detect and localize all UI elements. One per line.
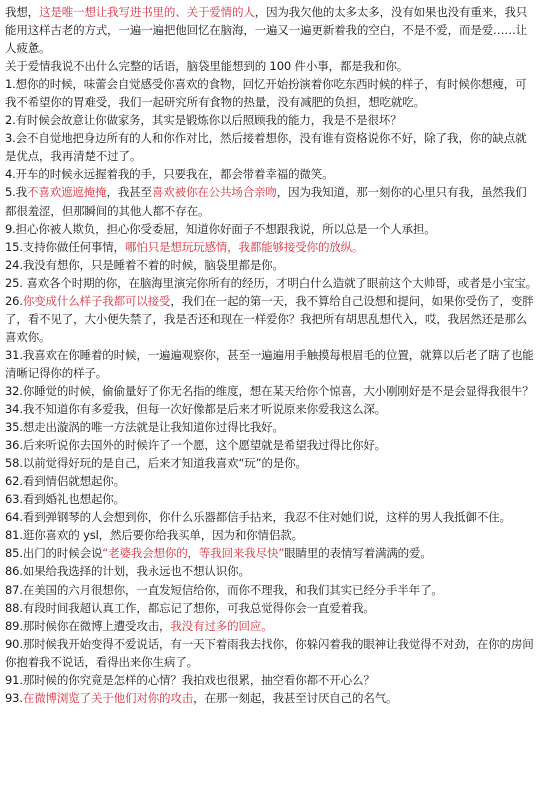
body-text: 都很羞涩，但那瞬间的其他人都不存在。: [5, 203, 210, 218]
body-text: 81.逛你喜欢的 ysl，然后要你给我买单，因为和你情侣款。: [5, 528, 303, 543]
body-text: 能用这样古老的方式，一遍一遍把他回忆在脑海，一遍又一遍更新着我的空白，不是不爱，而是爱……让: [5, 23, 528, 38]
text-line: [5, 202, 546, 220]
text-line: [5, 562, 546, 580]
text-line: [5, 346, 546, 364]
text-line: [5, 544, 546, 562]
text-line: [5, 165, 546, 183]
highlighted-text: 这是唯一想让我写进书里的、关于爱情的人: [39, 5, 255, 19]
paragraph-item-2: [5, 111, 546, 129]
highlighted-text: 哪怕只是想玩玩感情，我都能够接受你的放纵。: [125, 239, 364, 254]
text-line: [5, 490, 546, 508]
paragraph-item-89: [5, 617, 546, 635]
body-text: 关于爱情我说不出什么完整的话语，脑袋里能想到的 100 件小事，都是我和你。: [5, 59, 409, 74]
paragraph-item-5: [5, 183, 546, 219]
highlighted-text: 喜欢被你在公共场合亲吻: [151, 185, 277, 200]
body-text: 15.支持你做任何事情，: [5, 239, 125, 254]
body-text: 34.我不知道你有多爱我，但每一次好像都是后来才听说原来你爱我这么深。: [5, 402, 387, 417]
body-text: 31.我喜欢在你睡着的时候，一遍遍观察你，甚至一遍遍用手触摸每根眉毛的位置，就算以后老了瞎了也能: [5, 347, 534, 362]
paragraph-item-32: [5, 382, 546, 400]
paragraph-item-58: [5, 454, 546, 472]
text-line: [5, 21, 546, 39]
text-line: [5, 129, 546, 147]
paragraph-intro: [5, 3, 546, 57]
body-text: 88.有段时间我超认真工作，都忘记了想你，可我总觉得你会一直爱着我。: [5, 600, 375, 615]
body-text: 2.有时候会故意让你做家务，其实是锻炼你以后照顾我的能力，我是不是很坏？: [5, 113, 402, 128]
paragraph-item-64: [5, 508, 546, 526]
highlighted-text: 我没有过多的回应。: [170, 618, 273, 633]
text-line: [5, 599, 546, 617]
body-text: 人疲惫。: [5, 41, 51, 56]
body-text: 90.那时候我开始变得不爱说话，有一天下着雨我去找你，你躲闪着我的眼神让我觉得不对劲，在你的房间: [5, 636, 534, 651]
body-text: 35.想走出漩涡的唯一方法就是让我知道你过得比我好。: [5, 420, 284, 435]
body-text: 87.在美国的六月很想你，一直发短信给你，而你不理我，和我们其实已经分手半年了。: [5, 582, 443, 597]
body-text: 3.会不自觉地把身边所有的人和你作对比，然后接着想你，没有谁有资格说你不好，除了我，你的缺点就: [5, 131, 527, 146]
text-line: [5, 653, 546, 671]
text-line: [5, 328, 546, 346]
paragraph-item-36: [5, 436, 546, 454]
text-line: [5, 382, 546, 400]
body-text: 5.我: [5, 185, 28, 200]
text-line: [5, 508, 546, 526]
paragraph-item-85: [5, 544, 546, 562]
text-line: [5, 310, 546, 328]
paragraph-item-3: [5, 129, 546, 165]
body-text: 4.开车的时候永远握着我的手，只要我在，都会带着幸福的微笑。: [5, 167, 334, 182]
text-line: [5, 3, 546, 21]
paragraph-item-4: [5, 165, 546, 183]
paragraph-item-90: [5, 635, 546, 671]
body-text: 89.那时候你在微博上遭受攻击，: [5, 618, 171, 633]
text-line: [5, 671, 546, 689]
body-text: 24.我没有想你，只是睡着不着的时候，脑袋里都是你。: [5, 257, 284, 272]
highlighted-text: 在微博浏览了关于他们对你的攻击: [22, 690, 194, 705]
highlighted-text: “老婆我会想你的，等我回来我尽快”: [102, 546, 285, 561]
body-text: 我不希望你的胃难受，我们一起研究所有食物的热量，没有减肥的负担，想吃就吃。: [5, 95, 425, 110]
body-text: ，我们在一起的第一天，我不算给自己设想和提问，如果你受伤了，变胖: [170, 293, 534, 308]
body-text: 25. 喜欢各个时期的你，在脑海里演完你所有的经历，才明白什么造就了眼前这个大帅哥，或者是小宝宝。: [5, 275, 538, 290]
body-text: 64.看到弹钢琴的人会想到你，你什么乐器都信手拈来，我忍不住对她们说，这样的男人我抵御不住。: [5, 510, 511, 525]
text-line: [5, 689, 546, 707]
text-line: [5, 364, 546, 382]
text-line: [5, 256, 546, 274]
paragraph-item-31: [5, 346, 546, 382]
body-text: ，在那一刻起，我甚至讨厌自己的名气。: [193, 690, 398, 705]
paragraph-item-93: [5, 689, 546, 707]
body-text: 是优点，我再清楚不过了。: [5, 149, 142, 164]
body-text: 86.如果给我选择的计划，我永远也不想认识你。: [5, 564, 250, 579]
text-line: [5, 472, 546, 490]
text-line: [5, 581, 546, 599]
body-text: 1.想你的时候，味蕾会自觉感受你喜欢的食物，回忆开始扮演着你吃东西时候的样子，有时候你想瘦，可: [5, 77, 527, 92]
paragraph-item-25: [5, 274, 546, 292]
paragraph-item-63: [5, 490, 546, 508]
paragraph-preface: [5, 57, 546, 75]
paragraph-item-15: [5, 238, 546, 256]
paragraph-item-86: [5, 562, 546, 580]
text-line: [5, 526, 546, 544]
text-line: [5, 400, 546, 418]
text-line: [5, 617, 546, 635]
text-line: [5, 57, 546, 75]
paragraph-item-91: [5, 671, 546, 689]
body-text: 36.后来听说你去国外的时候许了一个愿，这个愿望就是希望我过得比你好。: [5, 438, 387, 453]
text-line: [5, 93, 546, 111]
text-line: [5, 454, 546, 472]
text-line: [5, 274, 546, 292]
paragraph-item-26: [5, 292, 546, 346]
text-line: [5, 220, 546, 238]
paragraph-item-34: [5, 400, 546, 418]
text-line: [5, 147, 546, 165]
paragraph-item-62: [5, 472, 546, 490]
highlighted-text: 不喜欢遮遮掩掩: [27, 185, 107, 200]
body-text: 了，看不见了，大小便失禁了，我是否还和现在一样爱你？我把所有胡思乱想代入，哎，我居然还是那么: [5, 311, 528, 326]
paragraph-item-87: [5, 581, 546, 599]
body-text: 85.出门的时候会说: [5, 546, 103, 561]
body-text: 我想，: [5, 5, 40, 19]
body-text: 9.担心你被人欺负，担心你受委屈，知道你好面子不想跟我说，所以总是一个人承担。: [5, 221, 436, 236]
body-text: 58.以前觉得好玩的是自己，后来才知道我喜欢“玩”的是你。: [5, 456, 307, 471]
paragraph-item-9: [5, 220, 546, 238]
body-text: ，我甚至: [106, 185, 152, 200]
paragraph-item-1: [5, 75, 546, 111]
paragraph-item-35: [5, 418, 546, 436]
text-line: [5, 436, 546, 454]
body-text: 32.你睡觉的时候，偷偷量好了你无名指的维度，想在某天给你个惊喜，大小刚刚好是不是会显得我很牛？: [5, 383, 534, 398]
body-text: 62.看到情侣就想起你。: [5, 474, 125, 489]
text-line: [5, 238, 546, 256]
text-line: [5, 418, 546, 436]
text-line: [5, 111, 546, 129]
body-text: 喜欢你。: [5, 329, 51, 344]
paragraph-item-81: [5, 526, 546, 544]
paragraph-item-88: [5, 599, 546, 617]
text-line: [5, 39, 546, 57]
body-text: 26.: [5, 293, 23, 308]
body-text: 清晰记得你的样子。: [5, 365, 108, 380]
body-text: 你抱着我不说话，看得出来你生病了。: [5, 654, 198, 669]
body-text: 93.: [5, 690, 23, 705]
body-text: ，因为我欠他的太多太多，没有如果也没有重来，我只: [254, 5, 528, 19]
text-line: [5, 635, 546, 653]
text-line: [5, 292, 546, 310]
body-text: 91.那时候的你究竟是怎样的心情？我拍戏也很累，抽空看你都不开心么？: [5, 672, 375, 687]
text-line: [5, 183, 546, 201]
highlighted-text: 你变成什么样子我都可以接受: [22, 293, 171, 308]
body-text: 眼睛里的表情写着满满的爱。: [284, 546, 432, 561]
body-text: ，因为我知道，那一刻你的心里只有我，虽然我们: [276, 185, 527, 200]
text-line: [5, 75, 546, 93]
paragraph-item-24: [5, 256, 546, 274]
body-text: 63.看到婚礼也想起你。: [5, 492, 125, 507]
